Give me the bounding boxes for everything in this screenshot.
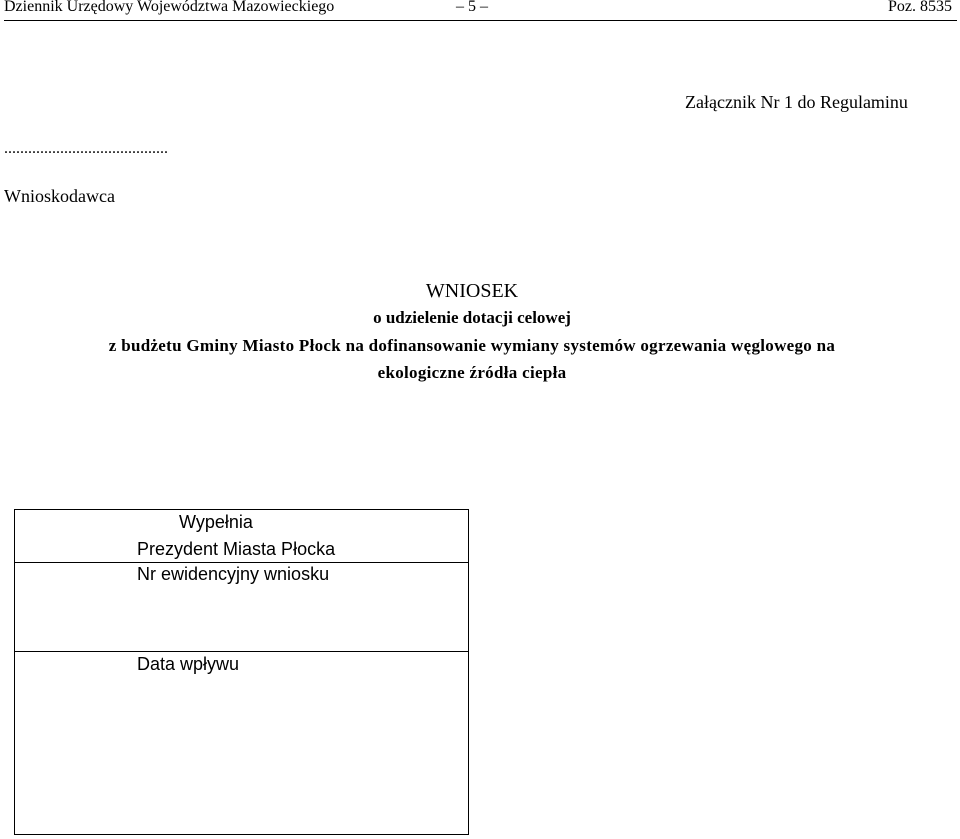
journal-title: Dziennik Urzędowy Województwa Mazowieckiego bbox=[4, 0, 335, 15]
office-fill-label: Wypełnia bbox=[179, 512, 253, 532]
office-authority-label: Prezydent Miasta Płocka bbox=[137, 539, 336, 559]
document-title-block bbox=[0, 278, 944, 386]
office-box-divider bbox=[15, 651, 468, 652]
document-subtitle: o udzielenie dotacji celowej bbox=[373, 308, 571, 327]
document-description-line-1: z budżetu Gminy Miasto Płock na dofinansowanie wymiany systemów ogrzewania węglowego na bbox=[108, 336, 836, 355]
page-number: – 5 – bbox=[456, 0, 488, 15]
header-divider bbox=[4, 20, 957, 21]
attachment-label: Załącznik Nr 1 do Regulaminu bbox=[685, 92, 908, 112]
document-description-line-2: ekologiczne źródła ciepła bbox=[377, 363, 567, 382]
applicant-signature-line: ......................................... bbox=[4, 140, 168, 157]
registration-number-label: Nr ewidencyjny wniosku bbox=[137, 564, 330, 584]
document-title: WNIOSEK bbox=[425, 280, 519, 302]
position-number: Poz. 8535 bbox=[888, 0, 952, 15]
applicant-label: Wnioskodawca bbox=[4, 186, 115, 206]
office-box-divider bbox=[15, 562, 468, 563]
receipt-date-label: Data wpływu bbox=[137, 654, 240, 674]
office-use-box bbox=[14, 509, 469, 835]
